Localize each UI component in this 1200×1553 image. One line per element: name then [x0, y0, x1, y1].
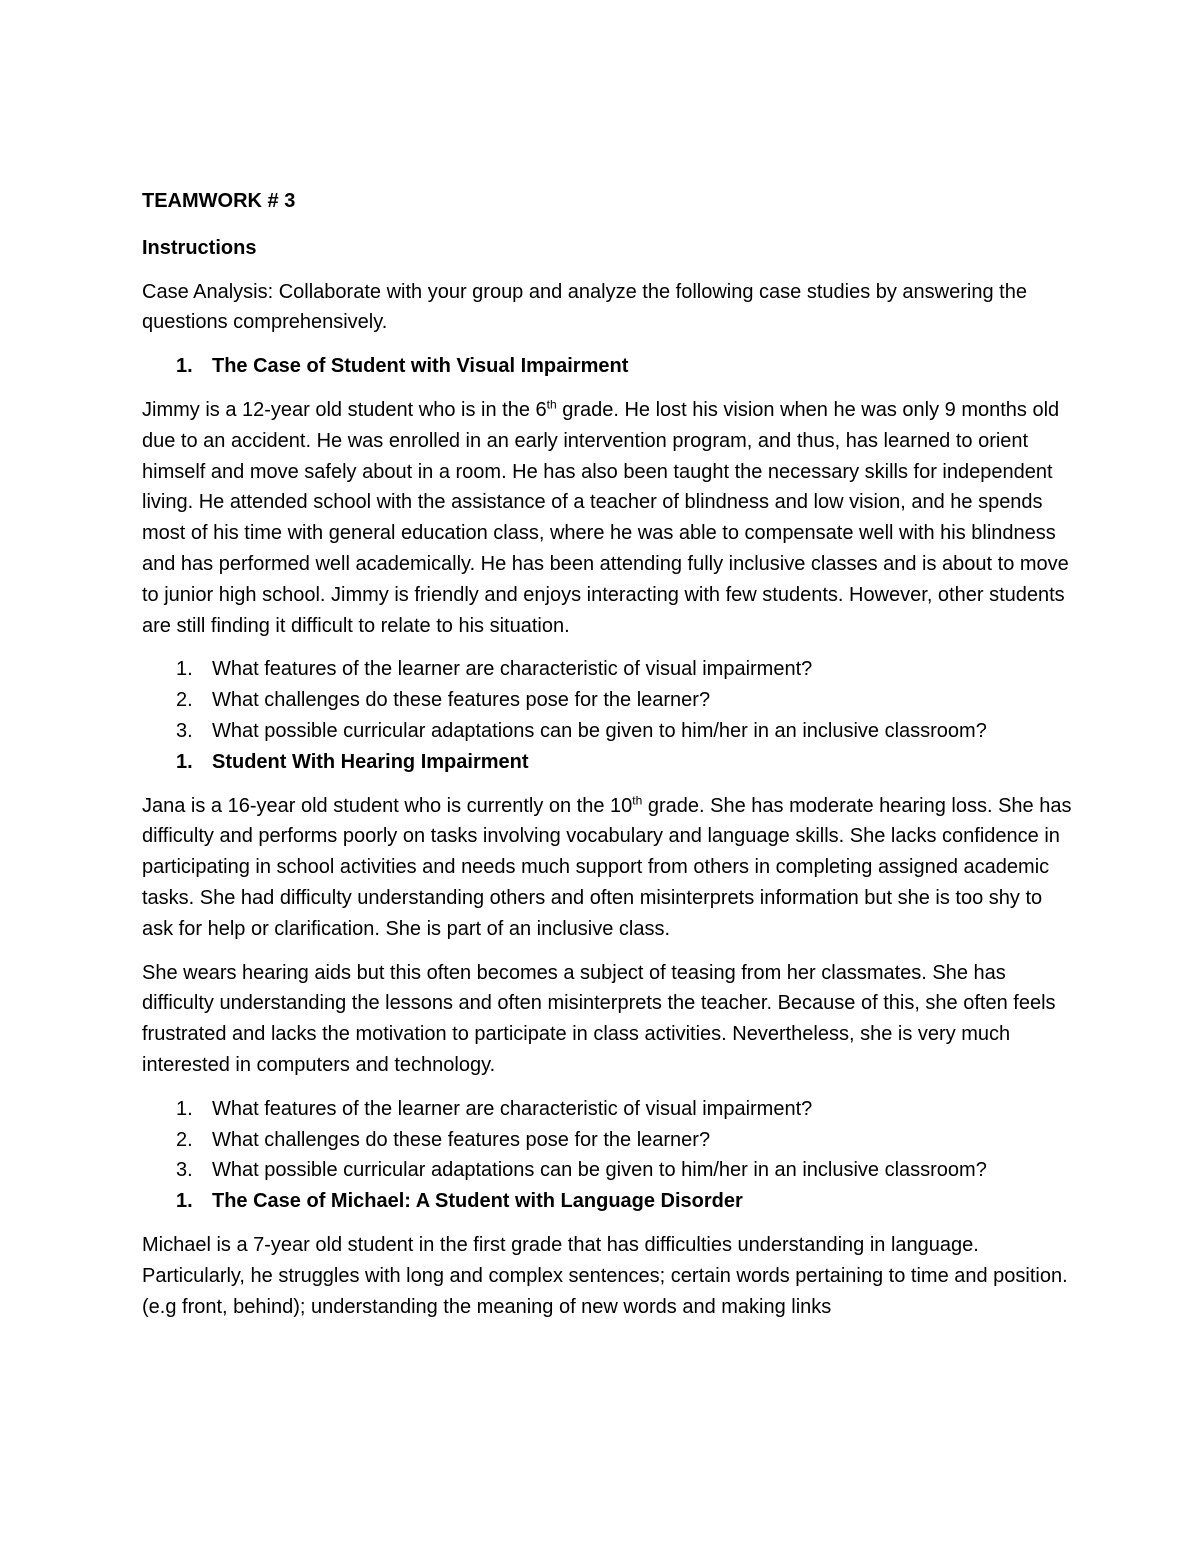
case2-title: Student With Hearing Impairment — [212, 750, 529, 773]
case3-title: The Case of Michael: A Student with Language Disorder — [212, 1190, 743, 1213]
case2-number: 1. — [176, 750, 193, 773]
case1-number: 1. — [176, 355, 193, 378]
intro-paragraph: Case Analysis: Collaborate with your group and analyze the following case studies by answering the questions comprehensively. — [142, 280, 1027, 334]
case2-questions — [142, 1094, 1072, 1186]
case1-superscript: th — [546, 397, 557, 412]
case3-heading — [142, 1186, 1072, 1217]
case3-title-item — [142, 1186, 1072, 1217]
question-number: 3. — [176, 1159, 193, 1182]
question-text: What features of the learner are characteristic of visual impairment? — [212, 1097, 813, 1120]
question-text: What challenges do these features pose for the learner? — [212, 689, 711, 712]
case2-text-rest: grade. She has moderate hearing loss. She has difficulty and performs poorly on tasks involving vocabulary and language skills. She lacks confidence in participating in school activities and needs much support from others in completing assigned academic tasks. She had difficulty understanding others and often misinterprets information but she is too shy to ask for help or clarification. She is part of an inclusive class. — [142, 794, 1072, 940]
case1-text-start: Jimmy is a 12-year old student who is in the 6 — [142, 398, 547, 421]
document-title: TEAMWORK # 3 — [142, 190, 296, 212]
list-item — [142, 654, 1072, 685]
case3-number: 1. — [176, 1190, 193, 1213]
case1-questions — [142, 654, 1072, 746]
case2-heading — [142, 747, 1072, 778]
case1-title-item — [142, 351, 1072, 382]
case1-paragraph — [142, 395, 1072, 641]
case2-title-item — [142, 747, 1072, 778]
list-item — [142, 1125, 1072, 1156]
case2-paragraph-2: She wears hearing aids but this often becomes a subject of teasing from her classmates. She has difficulty understanding the lessons and often misinterprets the teacher. Because of this, she often feels frustrated and lacks the motivation to participate in class activities. Nevertheless, she is very much interested in computers and technology. — [142, 961, 1056, 1076]
case1-text-rest: grade. He lost his vision when he was only 9 months old due to an accident. He was enrolled in an early intervention program, and thus, has learned to orient himself and move safely about in a room. He has also been taught the necessary skills for independent living. He attended school with the assistance of a teacher of blindness and low vision, and he spends most of his time with general education class, where he was able to compensate well with his blindness and has performed well academically. He has been attending fully inclusive classes and is about to move to junior high school. Jimmy is friendly and enjoys interacting with few students. However, other students are still finding it difficult to relate to his situation. — [142, 398, 1069, 637]
list-item — [142, 685, 1072, 716]
instructions-label: Instructions — [142, 236, 257, 259]
question-number: 1. — [176, 658, 193, 681]
case2-paragraph-1 — [142, 791, 1072, 945]
case2-text-start: Jana is a 16-year old student who is currently on the 10 — [142, 794, 633, 817]
question-number: 1. — [176, 1097, 193, 1120]
list-item — [142, 1155, 1072, 1186]
list-item — [142, 716, 1072, 747]
question-text: What challenges do these features pose for the learner? — [212, 1128, 711, 1151]
case3-paragraph: Michael is a 7-year old student in the first grade that has difficulties understanding in language. Particularly, he struggles with long and complex sentences; certain words pertaining to time and position. (e.g front, behind); understanding the meaning of new words and making links — [142, 1233, 1068, 1318]
case1-title: The Case of Student with Visual Impairment — [212, 355, 629, 378]
question-number: 3. — [176, 719, 193, 742]
list-item — [142, 1094, 1072, 1125]
case1-heading — [142, 351, 1072, 382]
question-text: What possible curricular adaptations can be given to him/her in an inclusive classroom? — [212, 1159, 987, 1182]
case2-superscript: th — [632, 792, 643, 807]
question-number: 2. — [176, 689, 193, 712]
question-text: What features of the learner are characteristic of visual impairment? — [212, 658, 813, 681]
question-number: 2. — [176, 1128, 193, 1151]
question-text: What possible curricular adaptations can be given to him/her in an inclusive classroom? — [212, 719, 987, 742]
document-page — [142, 186, 1072, 1335]
